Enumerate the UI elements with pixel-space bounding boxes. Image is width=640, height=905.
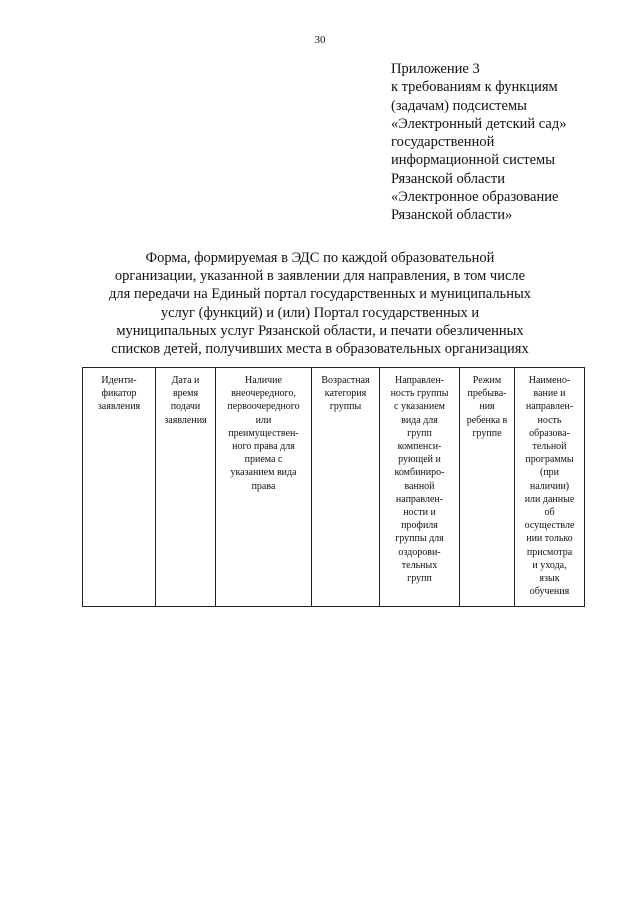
form-title-line: списков детей, получивших места в образовательных организациях: [111, 341, 529, 358]
header-line: ность группы: [390, 388, 449, 400]
header-line: язык: [539, 573, 560, 585]
header-line: ванной: [404, 480, 435, 492]
header-line: приема с: [244, 454, 283, 466]
header-line: указанием вида: [230, 467, 297, 479]
header-line: или: [255, 414, 272, 426]
header-line: первоочередного: [227, 401, 300, 413]
appendix-line: «Электронное образование: [391, 189, 559, 206]
header-line: группе: [472, 427, 502, 439]
header-line: профиля: [401, 520, 438, 532]
header-line: фикатор: [101, 388, 137, 400]
header-line: Иденти-: [101, 375, 137, 386]
header-line: рующей и: [398, 454, 441, 466]
header-line: Наимено-: [528, 375, 571, 386]
form-title: [40, 249, 600, 358]
header-cell-group-focus: [380, 368, 460, 607]
header-line: компенси-: [397, 441, 442, 453]
header-line: нии только: [526, 533, 573, 545]
header-line: Наличие: [245, 375, 282, 386]
header-line: ность: [537, 414, 562, 426]
header-cell-submission-date: [156, 368, 216, 607]
header-line: права: [251, 480, 276, 492]
header-line: группы: [329, 401, 362, 413]
header-line: Дата и: [171, 375, 200, 386]
header-line: тельных: [401, 559, 438, 571]
form-title-line: организации, указанной в заявлении для направления, в том числе: [114, 268, 526, 285]
appendix-line: Приложение 3: [391, 61, 480, 77]
header-line: с указанием: [394, 401, 445, 413]
header-line: комбиниро-: [394, 467, 445, 479]
header-row: [83, 368, 585, 607]
page-number: 30: [314, 34, 326, 46]
header-line: преимуществен-: [228, 427, 299, 439]
header-cell-application-id: [83, 368, 156, 607]
header-line: ности и: [403, 507, 436, 519]
form-title-line: Форма, формируемая в ЭДС по каждой образовательной: [145, 250, 495, 266]
form-title-line: услуг (функций) и (или) Портал государственных и: [160, 304, 480, 321]
header-line: группы для: [395, 533, 444, 545]
header-line: заявления: [164, 414, 207, 426]
header-line: вание и: [533, 388, 566, 400]
header-line: (при: [539, 467, 560, 479]
header-line: Направлен-: [394, 375, 445, 386]
header-line: ния: [479, 401, 495, 413]
header-line: групп: [407, 573, 432, 585]
header-cell-priority-right: [216, 368, 312, 607]
header-line: Режим: [472, 375, 502, 386]
header-cell-program: [515, 368, 585, 607]
header-line: ребенка в: [466, 414, 508, 426]
header-line: оздорови-: [398, 546, 441, 558]
header-line: подачи: [170, 401, 201, 413]
header-line: ного права для: [232, 441, 295, 453]
header-line: и ухода,: [532, 559, 567, 571]
header-line: внеочередного,: [231, 388, 296, 400]
header-line: время: [172, 388, 199, 400]
appendix-line: Рязанской области»: [391, 207, 513, 224]
header-cell-stay-mode: [460, 368, 515, 607]
appendix-line: к требованиям к функциям: [391, 79, 558, 96]
header-line: вида для: [401, 414, 438, 426]
header-line: или данные: [524, 493, 575, 505]
header-line: направлен-: [525, 401, 574, 413]
header-line: обучения: [529, 586, 570, 598]
header-cell-age-category: [312, 368, 380, 607]
form-table: [82, 367, 585, 607]
appendix-line: «Электронный детский сад»: [391, 115, 567, 132]
appendix-line: информационной системы: [391, 152, 555, 169]
header-line: Возрастная: [321, 375, 370, 386]
form-title-line: муниципальных услуг Рязанской области, и печати обезличенных: [116, 322, 524, 339]
form-title-line: для передачи на Единый портал государственных и муниципальных: [109, 286, 531, 303]
header-line: образова-: [529, 427, 570, 439]
header-line: осуществле: [524, 520, 575, 532]
header-line: направлен-: [395, 493, 444, 505]
header-line: тельной: [532, 441, 567, 453]
appendix-line: (задачам) подсистемы: [391, 97, 527, 114]
header-line: программы: [525, 454, 574, 466]
appendix-line: государственной: [391, 134, 495, 151]
header-line: присмотра: [526, 546, 573, 558]
header-line: заявления: [97, 401, 141, 413]
appendix-header: [391, 60, 631, 225]
header-line: пребыва-: [467, 388, 507, 400]
header-line: об: [544, 507, 555, 519]
header-line: категория: [324, 388, 367, 400]
header-line: наличии): [529, 480, 570, 492]
header-line: групп: [407, 427, 432, 439]
appendix-line: Рязанской области: [391, 170, 505, 187]
